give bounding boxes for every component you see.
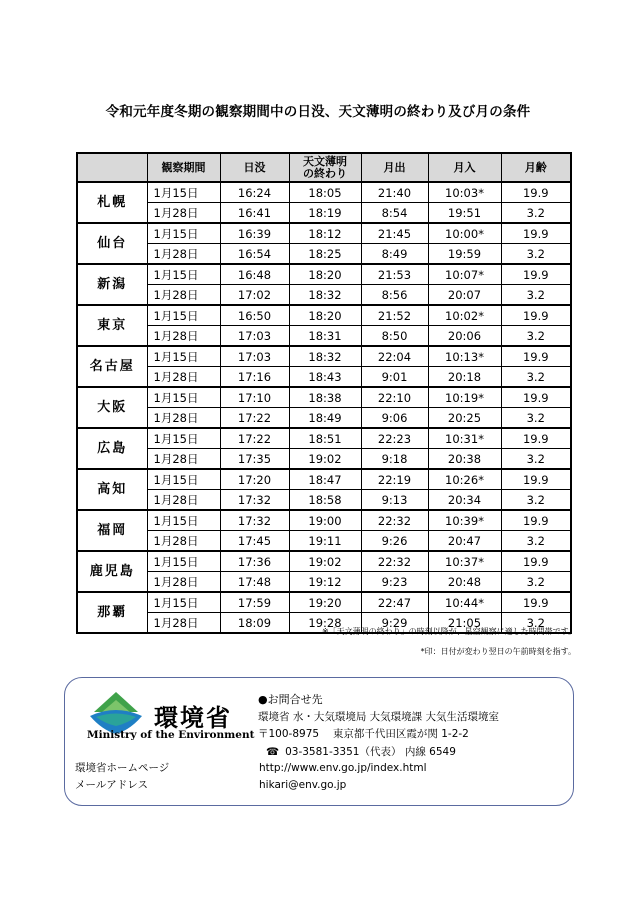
moon-age-cell: 3.2 [501,244,571,265]
note-asterisk: *印：日付が変わり翌日の午前時刻を指す。 [420,647,576,656]
table-row [77,428,571,449]
moon-age-cell: 3.2 [501,572,571,593]
city-cell: 那覇 [77,592,147,633]
twilight-end-cell: 19:28 [289,613,361,634]
city-cell: 新潟 [77,264,147,305]
contact-tel-row [258,744,499,762]
header-moon-age: 月齢 [501,153,571,182]
moonrise-cell: 9:18 [361,449,428,470]
table-row [77,572,571,593]
moonset-cell: 10:03* [428,182,501,203]
moonset-cell: 10:02* [428,305,501,326]
moon-age-cell: 19.9 [501,428,571,449]
moon-age-cell: 19.9 [501,510,571,531]
date-cell: 1月28日 [147,490,220,511]
moon-age-cell: 19.9 [501,551,571,572]
sunset-cell: 16:48 [220,264,289,285]
city-cell: 仙台 [77,223,147,264]
sunset-cell: 16:54 [220,244,289,265]
table-row [77,203,571,224]
city-cell: 名古屋 [77,346,147,387]
sunset-cell: 17:32 [220,490,289,511]
moon-age-cell: 19.9 [501,469,571,490]
date-cell: 1月28日 [147,449,220,470]
twilight-end-cell: 18:49 [289,408,361,429]
moon-age-cell: 19.9 [501,305,571,326]
moonset-cell: 19:51 [428,203,501,224]
twilight-end-cell: 18:20 [289,305,361,326]
date-cell: 1月15日 [147,182,220,203]
moon-age-cell: 3.2 [501,408,571,429]
moonrise-cell: 9:23 [361,572,428,593]
date-cell: 1月15日 [147,592,220,613]
moon-age-cell: 3.2 [501,490,571,511]
link-label-email: メールアドレス [75,779,148,791]
moon-age-cell: 19.9 [501,182,571,203]
sunset-cell: 17:32 [220,510,289,531]
table-row [77,305,571,326]
sunset-cell: 17:36 [220,551,289,572]
date-cell: 1月15日 [147,264,220,285]
moonset-cell: 20:48 [428,572,501,593]
table-row [77,244,571,265]
table-body [77,182,571,633]
moonrise-cell: 9:13 [361,490,428,511]
moonrise-cell: 21:40 [361,182,428,203]
table-row [77,367,571,388]
moonset-cell: 20:06 [428,326,501,347]
moon-age-cell: 3.2 [501,326,571,347]
date-cell: 1月15日 [147,346,220,367]
moonrise-cell: 8:54 [361,203,428,224]
moonset-cell: 20:07 [428,285,501,306]
moonrise-cell: 21:52 [361,305,428,326]
sunset-cell: 17:22 [220,428,289,449]
date-cell: 1月15日 [147,469,220,490]
sunset-cell: 16:50 [220,305,289,326]
moonset-cell: 10:37* [428,551,501,572]
twilight-end-cell: 19:20 [289,592,361,613]
contact-info [258,691,499,761]
table-row [77,510,571,531]
moonset-cell: 20:38 [428,449,501,470]
moonrise-cell: 8:49 [361,244,428,265]
moonrise-cell: 22:32 [361,510,428,531]
moon-age-cell: 3.2 [501,203,571,224]
moonset-cell: 19:59 [428,244,501,265]
table-row [77,408,571,429]
homepage-link[interactable]: http://www.env.go.jp/index.html [259,762,427,774]
links-section [75,760,427,794]
date-cell: 1月28日 [147,572,220,593]
moonset-cell: 10:13* [428,346,501,367]
twilight-end-cell: 18:43 [289,367,361,388]
moonset-cell: 21:05 [428,613,501,634]
moonrise-cell: 22:19 [361,469,428,490]
date-cell: 1月28日 [147,613,220,634]
date-cell: 1月28日 [147,531,220,552]
moonset-cell: 10:44* [428,592,501,613]
city-cell: 高知 [77,469,147,510]
moonrise-cell: 22:23 [361,428,428,449]
header-moonrise: 月出 [361,153,428,182]
moon-age-cell: 19.9 [501,592,571,613]
moonset-cell: 20:18 [428,367,501,388]
moonrise-cell: 22:32 [361,551,428,572]
twilight-end-cell: 18:47 [289,469,361,490]
sunset-cell: 17:20 [220,469,289,490]
table-row [77,551,571,572]
moon-age-cell: 19.9 [501,387,571,408]
moonset-cell: 10:31* [428,428,501,449]
sunset-cell: 16:39 [220,223,289,244]
contact-address: 〒100-8975 東京都千代田区霞が関 1-2-2 [258,728,469,740]
header-period: 観察期間 [147,153,220,182]
moonset-cell: 20:25 [428,408,501,429]
city-cell: 札幌 [77,182,147,223]
twilight-end-cell: 18:19 [289,203,361,224]
table-row [77,387,571,408]
header-twilight-end [289,153,361,182]
sunset-cell: 17:59 [220,592,289,613]
date-cell: 1月28日 [147,285,220,306]
table-row [77,490,571,511]
link-row-homepage [75,760,427,777]
twilight-end-cell: 19:11 [289,531,361,552]
sunset-cell: 17:48 [220,572,289,593]
moonrise-cell: 8:56 [361,285,428,306]
twilight-end-cell: 18:51 [289,428,361,449]
email-link[interactable]: hikari@env.go.jp [259,779,347,791]
date-cell: 1月15日 [147,510,220,531]
moonrise-cell: 9:29 [361,613,428,634]
moon-age-cell: 3.2 [501,367,571,388]
ministry-english-name: Ministry of the Environment [87,729,255,741]
sunset-cell: 18:09 [220,613,289,634]
sunset-cell: 17:16 [220,367,289,388]
moonset-cell: 10:26* [428,469,501,490]
header-twilight-line1: 天文薄明 [303,154,347,168]
contact-tel: 03-3581-3351（代表） 内線 6549 [285,745,456,758]
table-row [77,223,571,244]
moonset-cell: 20:34 [428,490,501,511]
twilight-end-cell: 18:38 [289,387,361,408]
header-corner [77,153,147,182]
twilight-end-cell: 18:32 [289,285,361,306]
moonrise-cell: 21:53 [361,264,428,285]
table-row [77,449,571,470]
moonrise-cell: 22:10 [361,387,428,408]
twilight-end-cell: 18:32 [289,346,361,367]
moonrise-cell: 22:47 [361,592,428,613]
sunset-cell: 17:45 [220,531,289,552]
page-title: 令和元年度冬期の観察期間中の日没、天文薄明の終わり及び月の条件 [105,104,531,120]
city-cell: 福岡 [77,510,147,551]
date-cell: 1月28日 [147,326,220,347]
twilight-end-cell: 19:12 [289,572,361,593]
sunset-cell: 17:35 [220,449,289,470]
moonset-cell: 10:07* [428,264,501,285]
contact-heading: ●お問合せ先 [258,693,323,706]
sunset-cell: 17:10 [220,387,289,408]
moonrise-cell: 22:04 [361,346,428,367]
date-cell: 1月15日 [147,428,220,449]
sunset-cell: 17:02 [220,285,289,306]
moonrise-cell: 9:01 [361,367,428,388]
moonset-cell: 10:39* [428,510,501,531]
date-cell: 1月15日 [147,551,220,572]
moon-age-cell: 3.2 [501,449,571,470]
table-row [77,469,571,490]
twilight-end-cell: 19:02 [289,551,361,572]
date-cell: 1月28日 [147,244,220,265]
city-cell: 東京 [77,305,147,346]
twilight-end-cell: 19:02 [289,449,361,470]
city-cell: 広島 [77,428,147,469]
header-moonset: 月入 [428,153,501,182]
moon-age-cell: 19.9 [501,346,571,367]
table-row [77,592,571,613]
table-row [77,182,571,203]
observation-table [76,152,572,634]
twilight-end-cell: 19:00 [289,510,361,531]
contact-org: 環境省 水・大気環境局 大気環境課 大気生活環境室 [258,710,500,723]
table-header-row [77,153,571,182]
twilight-end-cell: 18:25 [289,244,361,265]
sunset-cell: 16:41 [220,203,289,224]
table-row [77,531,571,552]
table-row [77,326,571,347]
city-cell: 大阪 [77,387,147,428]
twilight-end-cell: 18:05 [289,182,361,203]
sunset-cell: 17:03 [220,346,289,367]
header-sunset: 日没 [220,153,289,182]
date-cell: 1月28日 [147,367,220,388]
date-cell: 1月15日 [147,305,220,326]
table-row [77,346,571,367]
date-cell: 1月15日 [147,387,220,408]
moon-age-cell: 3.2 [501,531,571,552]
twilight-end-cell: 18:12 [289,223,361,244]
table-row [77,285,571,306]
city-cell: 鹿児島 [77,551,147,592]
twilight-end-cell: 18:31 [289,326,361,347]
sunset-cell: 17:22 [220,408,289,429]
moonset-cell: 10:19* [428,387,501,408]
link-label-homepage: 環境省ホームページ [75,762,170,774]
sunset-cell: 16:24 [220,182,289,203]
moonrise-cell: 21:45 [361,223,428,244]
moonset-cell: 10:00* [428,223,501,244]
twilight-end-cell: 18:58 [289,490,361,511]
date-cell: 1月15日 [147,223,220,244]
moon-age-cell: 3.2 [501,613,571,634]
moon-age-cell: 19.9 [501,264,571,285]
twilight-end-cell: 18:20 [289,264,361,285]
table-row [77,264,571,285]
moon-age-cell: 19.9 [501,223,571,244]
ministry-name: 環境省 [154,704,232,732]
date-cell: 1月28日 [147,203,220,224]
note-twilight: ※「天文薄明の終わり」の時刻以降が、星空観察に適した時間帯です。 [321,627,576,636]
moon-age-cell: 3.2 [501,285,571,306]
telephone-icon: ☎ [266,745,280,758]
moonrise-cell: 8:50 [361,326,428,347]
header-twilight-line2: の終わり [303,166,347,180]
link-row-email [75,777,427,794]
date-cell: 1月28日 [147,408,220,429]
sunset-cell: 17:03 [220,326,289,347]
moonset-cell: 20:47 [428,531,501,552]
moonrise-cell: 9:06 [361,408,428,429]
moonrise-cell: 9:26 [361,531,428,552]
